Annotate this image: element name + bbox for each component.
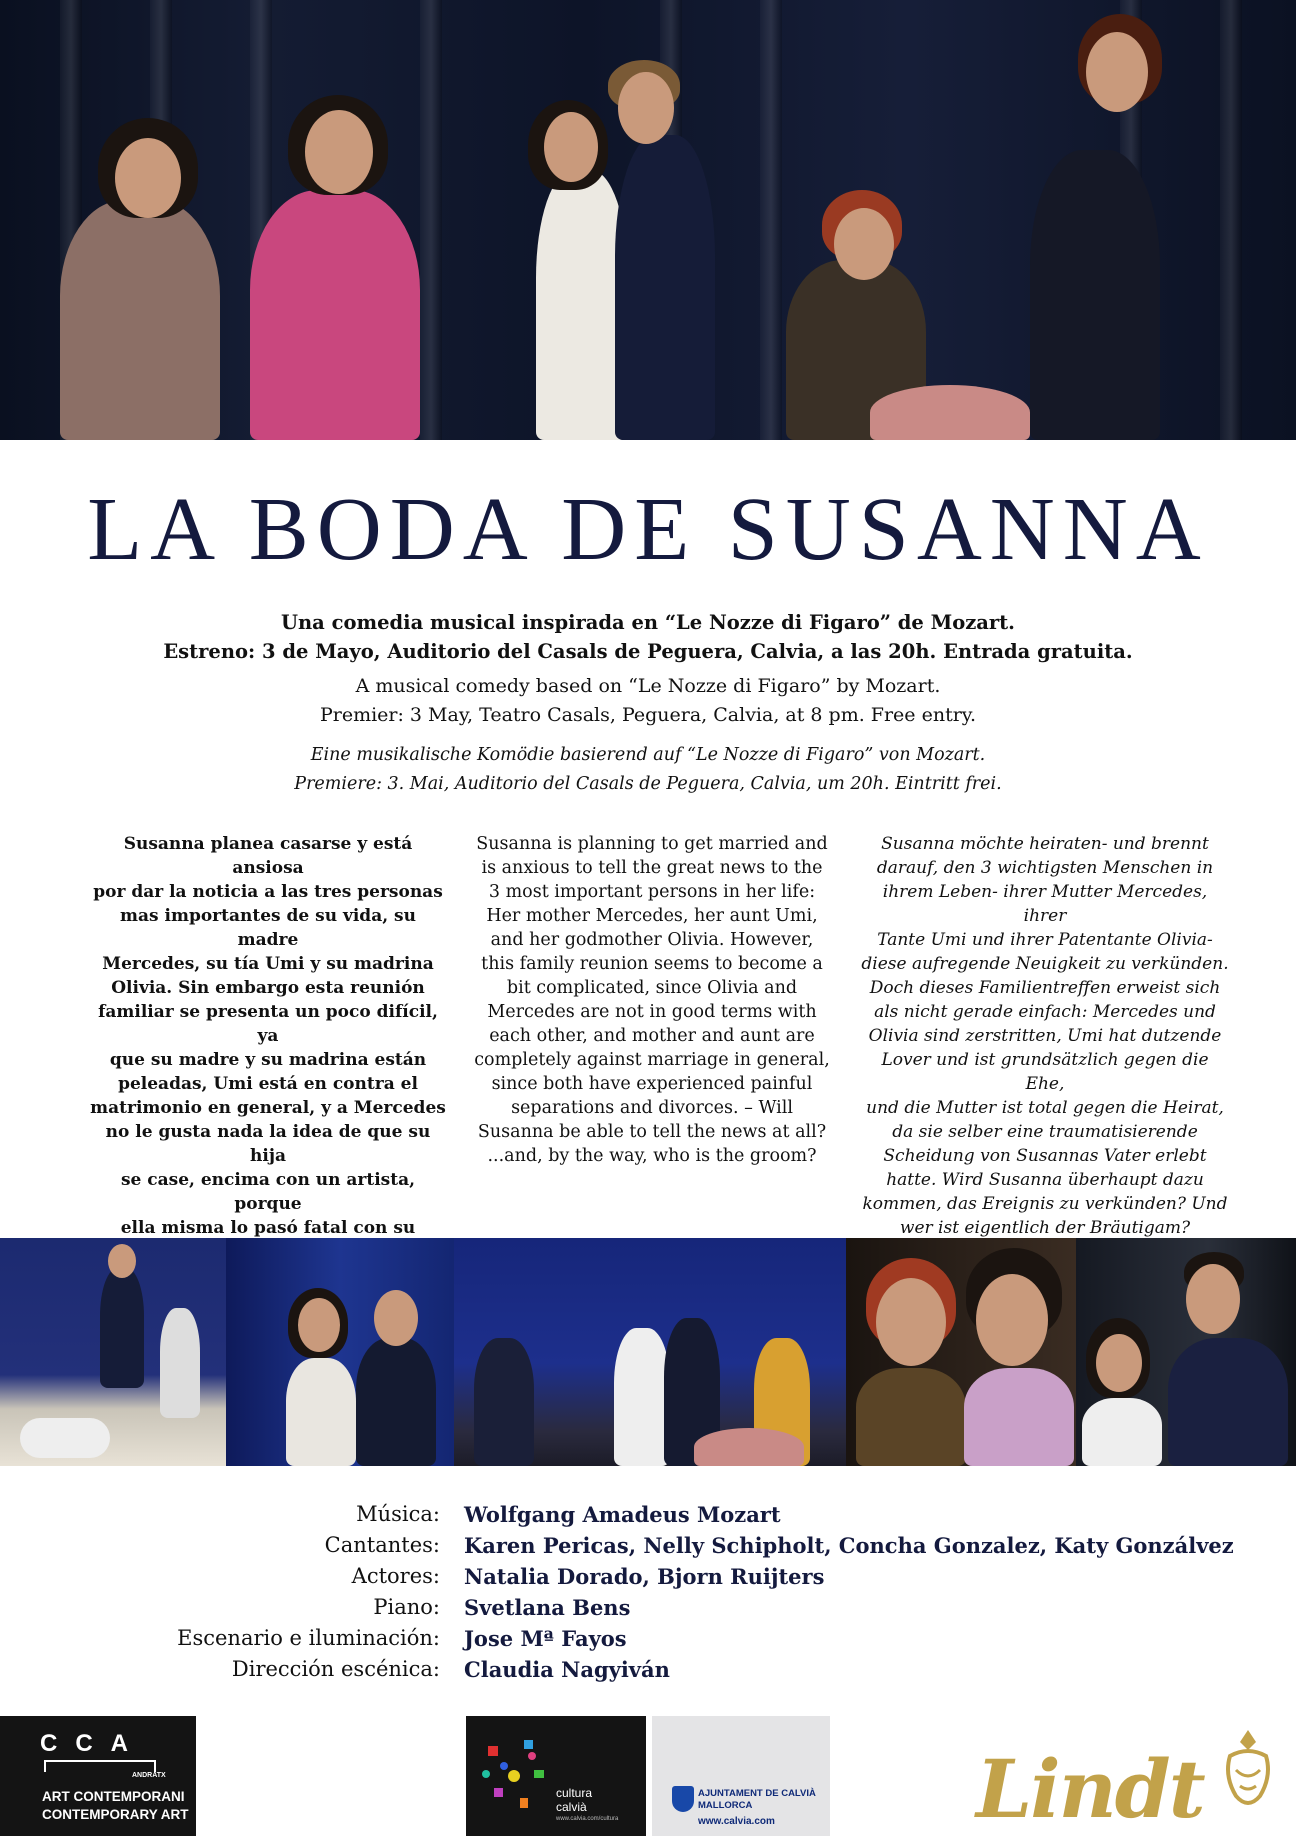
synopsis-line: Her mother Mercedes, her aunt Umi, bbox=[486, 906, 818, 926]
synopsis-line: se case, encima con un artista, porque bbox=[120, 1170, 416, 1214]
synopsis-line: diese aufregende Neuigkeit zu verkünden. bbox=[861, 954, 1229, 974]
credit-name: Wolfgang Amadeus Mozart bbox=[464, 1502, 781, 1527]
cca-mark: CCA bbox=[40, 1730, 146, 1757]
lindt-crest-icon bbox=[1216, 1726, 1280, 1822]
cultura-burst-icon bbox=[474, 1726, 554, 1826]
synopsis-line: Susanna möchte heiraten- und brennt bbox=[881, 834, 1209, 854]
credit-role: Cantantes: bbox=[324, 1533, 440, 1557]
actor-figure bbox=[250, 190, 420, 440]
synopsis-line: completely against marriage in general, bbox=[474, 1050, 830, 1070]
synopsis-line: bit complicated, since Olivia and bbox=[506, 978, 798, 998]
synopsis-line: mas importantes de su vida, su madre bbox=[120, 906, 416, 950]
lindt-wordmark: Lindt bbox=[976, 1742, 1204, 1836]
hero-stage-photo bbox=[0, 0, 1296, 440]
synopsis-line: darauf, den 3 wichtigsten Menschen in bbox=[876, 858, 1214, 878]
ajuntament-line1: AJUNTAMENT DE CALVIÀ bbox=[698, 1788, 816, 1799]
credit-row bbox=[0, 1533, 1296, 1564]
credit-role: Piano: bbox=[373, 1595, 440, 1619]
synopsis-line: each other, and mother and aunt are bbox=[489, 1026, 815, 1046]
intro-line: Estreno: 3 de Mayo, Auditorio del Casals de Peguera, Calvia, a las 20h. Entrada gratuita. bbox=[163, 640, 1133, 663]
intro-line: A musical comedy based on “Le Nozze di Figaro” by Mozart. bbox=[355, 675, 941, 697]
synopsis-line: Tante Umi und ihrer Patentante Olivia- bbox=[877, 930, 1213, 950]
intro-german bbox=[0, 741, 1296, 799]
cultura-line1: cultura bbox=[556, 1786, 593, 1800]
synopsis-line: since both have experienced painful bbox=[491, 1074, 813, 1094]
stage-photo bbox=[226, 1238, 454, 1466]
cca-line1: ART CONTEMPORANI bbox=[42, 1789, 185, 1804]
synopsis-line: matrimonio en general, y a Mercedes bbox=[90, 1098, 446, 1118]
intro-line: Eine musikalische Komödie basierend auf “Le Nozze di Figaro” von Mozart. bbox=[310, 745, 986, 765]
synopsis-line: Mercedes are not in good terms with bbox=[487, 1002, 817, 1022]
photo-strip bbox=[0, 1238, 1296, 1466]
credit-row bbox=[0, 1595, 1296, 1626]
intro-line: Premier: 3 May, Teatro Casals, Peguera, Calvia, at 8 pm. Free entry. bbox=[319, 704, 977, 726]
synopsis-line: Lover und ist grundsätzlich gegen die Ehe, bbox=[881, 1050, 1209, 1094]
credit-row bbox=[0, 1657, 1296, 1688]
credit-row bbox=[0, 1502, 1296, 1533]
synopsis-line: Susanna be able to tell the news at all? bbox=[477, 1122, 827, 1142]
synopsis-line: und die Mutter ist total gegen die Heirat, bbox=[866, 1098, 1224, 1118]
ajuntament-line2: MALLORCA bbox=[698, 1800, 753, 1811]
cultura-line2: calvià bbox=[556, 1800, 587, 1814]
credit-row bbox=[0, 1564, 1296, 1595]
synopsis-line: 3 most important persons in her life: bbox=[488, 882, 816, 902]
credit-row bbox=[0, 1626, 1296, 1657]
credit-name: Karen Pericas, Nelly Schipholt, Concha Gonzalez, Katy Gonzálvez bbox=[464, 1533, 1234, 1558]
synopsis-line: Olivia sind zerstritten, Umi hat dutzende bbox=[868, 1026, 1222, 1046]
synopsis-line: hatte. Wird Susanna überhaupt dazu bbox=[886, 1170, 1204, 1190]
cultura-url: www.calvia.com/cultura bbox=[556, 1816, 619, 1822]
synopsis-line: Mercedes, su tía Umi y su madrina bbox=[102, 954, 434, 974]
synopsis-line: familiar se presenta un poco difícil, ya bbox=[98, 1002, 438, 1046]
synopsis-line: no le gusta nada la idea de que su hija bbox=[105, 1122, 431, 1166]
lindt-logo bbox=[976, 1722, 1286, 1836]
credit-name: Natalia Dorado, Bjorn Ruijters bbox=[464, 1564, 825, 1589]
cca-logo bbox=[0, 1716, 196, 1836]
actor-figure bbox=[1030, 150, 1160, 440]
credit-name: Svetlana Bens bbox=[464, 1595, 631, 1620]
ajuntament-calvia-logo bbox=[652, 1716, 830, 1836]
poster-title: LA BODA DE SUSANNA bbox=[87, 480, 1209, 579]
credit-role: Dirección escénica: bbox=[231, 1657, 440, 1681]
shield-icon bbox=[672, 1786, 694, 1812]
synopsis-line: separations and divorces. – Will bbox=[511, 1098, 793, 1118]
credit-name: Claudia Nagyiván bbox=[464, 1657, 670, 1682]
synopsis-line: Susanna planea casarse y está ansiosa bbox=[123, 834, 413, 878]
credit-role: Actores: bbox=[351, 1564, 440, 1588]
synopsis-line: que su madre y su madrina están bbox=[109, 1050, 427, 1070]
credit-role: Escenario e iluminación: bbox=[177, 1626, 440, 1650]
actor-figure bbox=[615, 135, 715, 440]
synopsis-line: Olivia. Sin embargo esta reunión bbox=[111, 978, 425, 998]
stage-photo bbox=[454, 1238, 846, 1466]
synopsis-line: ihrem Leben- ihrer Mutter Mercedes, ihrer bbox=[882, 882, 1208, 926]
synopsis-line: is anxious to tell the great news to the bbox=[481, 858, 823, 878]
synopsis-line: da sie selber eine traumatisierende bbox=[892, 1122, 1198, 1142]
credit-role: Música: bbox=[356, 1502, 440, 1526]
synopsis-line: kommen, das Ereignis zu verkünden? Und bbox=[862, 1194, 1228, 1214]
synopsis-line: Doch dieses Familientreffen erweist sich bbox=[869, 978, 1221, 998]
intro-english bbox=[0, 672, 1296, 730]
ajuntament-url: www.calvia.com bbox=[698, 1816, 775, 1827]
synopsis-line: Scheidung von Susannas Vater erlebt bbox=[883, 1146, 1207, 1166]
synopsis-line: this family reunion seems to become a bbox=[481, 954, 823, 974]
stage-photo bbox=[846, 1238, 1076, 1466]
cultura-calvia-logo bbox=[466, 1716, 646, 1836]
stage-photo bbox=[1076, 1238, 1296, 1466]
tea-table bbox=[870, 385, 1030, 440]
synopsis-line: als nicht gerade einfach: Mercedes und bbox=[874, 1002, 1216, 1022]
actor-figure bbox=[60, 200, 220, 440]
cca-line2: CONTEMPORARY ART bbox=[42, 1807, 189, 1822]
synopsis-line: ...and, by the way, who is the groom? bbox=[487, 1146, 817, 1166]
synopsis-line: and her godmother Olivia. However, bbox=[490, 930, 814, 950]
stage-photo bbox=[0, 1238, 226, 1466]
synopsis-line: por dar la noticia a las tres personas bbox=[93, 882, 443, 902]
synopsis-line: peleadas, Umi está en contra el bbox=[118, 1074, 418, 1094]
intro-line: Una comedia musical inspirada en “Le Nozze di Figaro” de Mozart. bbox=[281, 611, 1015, 634]
cca-sub: ANDRATX bbox=[132, 1772, 166, 1779]
synopsis-line: wer ist eigentlich der Bräutigam? bbox=[899, 1218, 1191, 1238]
credit-name: Jose Mª Fayos bbox=[464, 1626, 627, 1651]
intro-spanish bbox=[0, 608, 1296, 666]
synopsis-line: ella misma lo pasó fatal con su bbox=[120, 1218, 416, 1238]
intro-line: Premiere: 3. Mai, Auditorio del Casals de Peguera, Calvia, um 20h. Eintritt frei. bbox=[294, 774, 1002, 794]
synopsis-english bbox=[464, 832, 840, 1168]
synopsis-line: Susanna is planning to get married and bbox=[476, 834, 828, 854]
synopsis-german bbox=[860, 832, 1230, 1240]
